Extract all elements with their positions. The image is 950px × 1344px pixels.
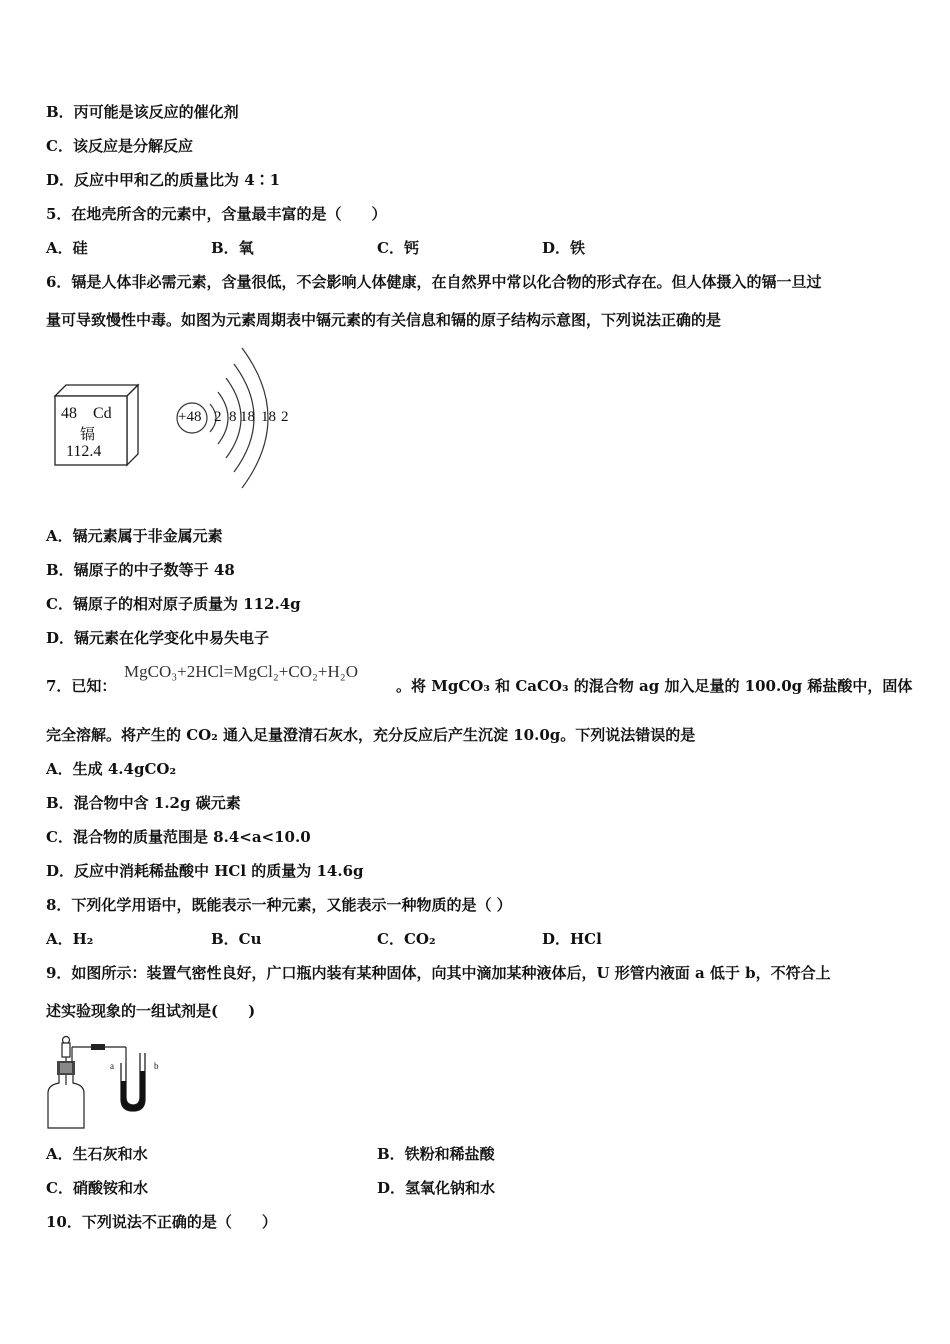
shell-2-electrons: 8 [229,409,237,425]
q10-stem: 10．下列说法不正确的是（ ） [46,1213,277,1231]
q5-option-b: B．氧 [211,239,254,257]
shell-1-electrons: 2 [214,409,222,425]
u-tube-label-a: a [110,1061,114,1071]
q5-option-c: C．钙 [377,239,419,257]
q4-option-d: D．反应中甲和乙的质量比为 4∶1 [46,171,281,189]
q7-option-c: C．混合物的质量范围是 8.4<a<10.0 [46,828,311,846]
q7-option-b: B．混合物中含 1.2g 碳元素 [46,794,241,812]
q7-option-a: A．生成 4.4gCO₂ [46,760,177,778]
shell-3-electrons: 18 [240,409,255,425]
q8-stem: 8．下列化学用语中，既能表示一种元素，又能表示一种物质的是（ ） [46,896,512,914]
q7-reaction-formula: MgCO₃+2HCl=MgCl₂+CO₂+H₂O [124,662,358,681]
q9-option-d: D．氢氧化钠和水 [377,1179,496,1197]
q7-option-d: D．反应中消耗稀盐酸中 HCl 的质量为 14.6g [46,862,364,880]
q9-option-b: B．铁粉和稀盐酸 [377,1145,495,1163]
shell-4-electrons: 18 [261,409,276,425]
element-number: 48 [61,405,77,422]
q9-option-c: C．硝酸铵和水 [46,1179,148,1197]
q5-stem: 5．在地壳所含的元素中，含量最丰富的是（ ） [46,205,387,223]
u-tube-label-b: b [154,1061,159,1071]
q4-option-b: B．丙可能是该反应的催化剂 [46,103,239,121]
q7-prefix: 7．已知： [46,677,117,695]
q9-stem-line1: 9．如图所示：装置气密性良好，广口瓶内装有某种固体，向其中滴加某种液体后，U 形管内液面 a 低于 b，不符合上 [46,964,831,982]
q7-stem-suffix: 。将 MgCO₃ 和 CaCO₃ 的混合物 ag 加入足量的 100.0g 稀盐酸中，固体 [396,677,913,695]
u-tube-apparatus-figure [44,1033,174,1133]
shell-5-electrons: 2 [281,409,289,425]
element-symbol: Cd [93,405,112,422]
q6-stem-line2: 量可导致慢性中毒。如图为元素周期表中镉元素的有关信息和镉的原子结构示意图，下列说法正确的是 [46,311,722,329]
q5-option-d: D．铁 [542,239,586,257]
q8-option-c: C．CO₂ [377,930,436,948]
q6-option-a: A．镉元素属于非金属元素 [46,527,223,545]
q9-option-a: A．生石灰和水 [46,1145,148,1163]
q6-option-c: C．镉原子的相对原子质量为 112.4g [46,595,301,613]
atom-nucleus-charge: +48 [178,409,202,425]
q6-option-d: D．镉元素在化学变化中易失电子 [46,629,270,647]
q7-stem-line2: 完全溶解。将产生的 CO₂ 通入足量澄清石灰水，充分反应后产生沉淀 10.0g。下列说法错误的是 [46,726,696,744]
q8-option-b: B．Cu [211,930,262,948]
q8-option-a: A．H₂ [46,930,94,948]
element-name: 镉 [80,425,96,443]
q4-option-c: C．该反应是分解反应 [46,137,193,155]
q6-option-b: B．镉原子的中子数等于 48 [46,561,235,579]
q5-option-a: A．硅 [46,239,88,257]
element-mass: 112.4 [66,443,102,460]
q9-stem-line2: 述实验现象的一组试剂是( ) [46,1002,256,1020]
q8-option-d: D．HCl [542,930,602,948]
q6-stem-line1: 6．镉是人体非必需元素，含量很低，不会影响人体健康，在自然界中常以化合物的形式存在。但人体摄入的镉一旦过 [46,273,822,291]
